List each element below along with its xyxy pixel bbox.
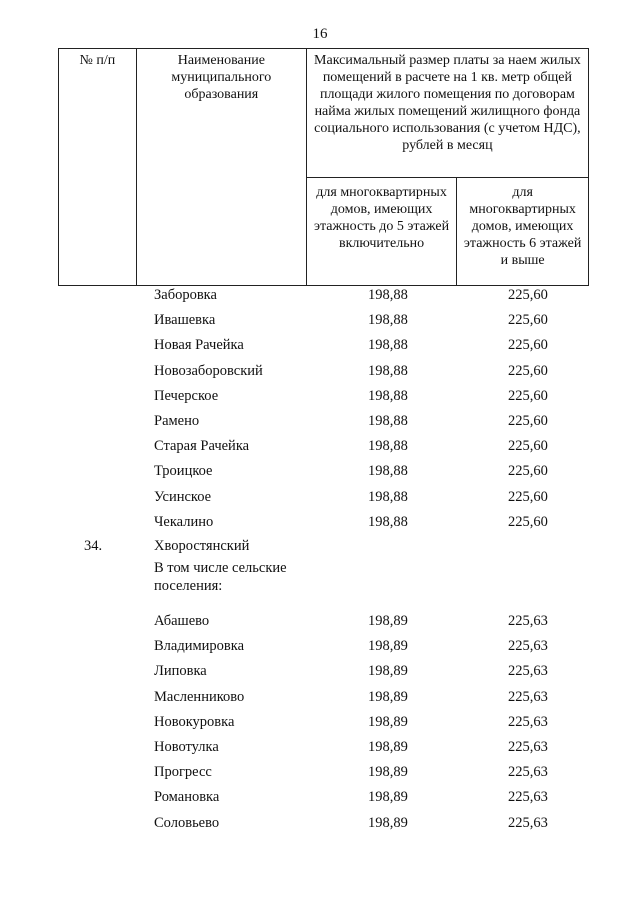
district-subtitle: В том числе сельские поселения: — [154, 560, 287, 594]
header-sub-upto-5-floors: для многоквартирных домов, имеющих этажность до 5 этажей включительно — [306, 178, 456, 286]
value-6-floors-plus: 225,60 — [508, 413, 548, 429]
value-upto-5-floors: 198,88 — [368, 337, 408, 354]
settlement-name: Ивашевка — [154, 312, 216, 329]
page-number: 16 — [312, 26, 328, 42]
value-upto-5-floors: 198,89 — [368, 688, 408, 705]
district-row — [0, 536, 640, 556]
value-6-floors-plus: 225,63 — [508, 713, 548, 730]
value-upto-5-floors: 198,89 — [368, 663, 408, 680]
settlement-name: Прогресс — [154, 764, 212, 781]
header-col-name: Наименование муниципального образования — [136, 49, 306, 286]
settlement-name: Романовка — [154, 789, 220, 806]
settlement-name: Абашево — [154, 613, 210, 629]
value-6-floors-plus: 225,60 — [508, 513, 548, 530]
table-row — [0, 512, 640, 532]
value-upto-5-floors: 198,89 — [368, 638, 408, 655]
table-row — [0, 310, 640, 330]
header-col-max-payment: Максимальный размер платы за наем жилых помещений в расчете на 1 кв. метр общей площади жилого помещения по договорам найма жилых помещений жилищного фонда социального использования (с учетом НДС), рублей в месяц — [306, 49, 588, 178]
table-row — [0, 411, 640, 431]
settlement-name: Масленниково — [154, 688, 245, 705]
value-upto-5-floors: 198,89 — [368, 739, 408, 755]
district-number: 34. — [84, 538, 103, 554]
settlement-name: Чекалино — [154, 513, 214, 530]
table-row — [0, 461, 640, 481]
settlement-name: Новокуровка — [154, 713, 235, 730]
table-row — [0, 661, 640, 681]
table-row — [0, 361, 640, 381]
value-6-floors-plus: 225,60 — [508, 287, 548, 303]
table-row — [0, 813, 640, 833]
table-row — [0, 285, 640, 305]
table-row — [0, 762, 640, 782]
value-6-floors-plus: 225,63 — [508, 739, 548, 755]
value-6-floors-plus: 225,60 — [508, 362, 548, 379]
value-6-floors-plus: 225,60 — [508, 387, 548, 404]
value-upto-5-floors: 198,89 — [368, 814, 408, 831]
value-6-floors-plus: 225,60 — [508, 312, 548, 329]
value-upto-5-floors: 198,88 — [368, 387, 408, 404]
settlement-name: Заборовка — [154, 287, 217, 303]
table-row — [0, 611, 640, 631]
settlement-name: Рамено — [154, 413, 200, 429]
settlement-name: Новозаборовский — [154, 362, 263, 379]
table-row — [0, 737, 640, 757]
table-row — [0, 386, 640, 406]
value-upto-5-floors: 198,89 — [368, 764, 408, 781]
value-6-floors-plus: 225,60 — [508, 438, 548, 455]
value-6-floors-plus: 225,63 — [508, 764, 548, 781]
settlement-name: Липовка — [154, 663, 207, 680]
table-row — [0, 787, 640, 807]
settlement-name: Печерское — [154, 387, 219, 404]
value-6-floors-plus: 225,60 — [508, 337, 548, 354]
value-6-floors-plus: 225,63 — [508, 789, 548, 806]
value-6-floors-plus: 225,63 — [508, 688, 548, 705]
settlement-name: Соловьево — [154, 814, 220, 831]
value-6-floors-plus: 225,63 — [508, 814, 548, 831]
value-upto-5-floors: 198,88 — [368, 513, 408, 530]
value-upto-5-floors: 198,88 — [368, 463, 408, 480]
table-row — [0, 487, 640, 507]
value-upto-5-floors: 198,88 — [368, 362, 408, 379]
header-sub-6-floors-plus: для многоквартирных домов, имеющих этажность 6 этажей и выше — [457, 178, 589, 286]
table-row — [0, 712, 640, 732]
value-upto-5-floors: 198,88 — [368, 438, 408, 455]
value-6-floors-plus: 225,60 — [508, 488, 548, 505]
value-upto-5-floors: 198,88 — [368, 413, 408, 429]
settlement-name: Владимировка — [154, 638, 245, 655]
value-6-floors-plus: 225,63 — [508, 638, 548, 655]
table-row — [0, 636, 640, 656]
settlement-name: Усинское — [154, 488, 212, 505]
header-col-number: № п/п — [59, 49, 137, 286]
value-upto-5-floors: 198,89 — [368, 713, 408, 730]
value-upto-5-floors: 198,88 — [368, 488, 408, 505]
value-6-floors-plus: 225,63 — [508, 663, 548, 680]
settlement-name: Новотулка — [154, 739, 219, 755]
value-upto-5-floors: 198,88 — [368, 312, 408, 329]
settlement-name: Троицкое — [154, 463, 213, 480]
value-upto-5-floors: 198,88 — [368, 287, 408, 303]
table-row — [0, 335, 640, 355]
value-6-floors-plus: 225,63 — [508, 613, 548, 629]
table-row — [0, 687, 640, 707]
value-upto-5-floors: 198,89 — [368, 789, 408, 806]
value-6-floors-plus: 225,60 — [508, 463, 548, 480]
district-name: Хворостянский — [154, 538, 250, 554]
table-header — [58, 48, 589, 286]
settlement-name: Старая Рачейка — [154, 438, 250, 455]
value-upto-5-floors: 198,89 — [368, 613, 408, 629]
settlement-name: Новая Рачейка — [154, 337, 244, 354]
table-row — [0, 436, 640, 456]
